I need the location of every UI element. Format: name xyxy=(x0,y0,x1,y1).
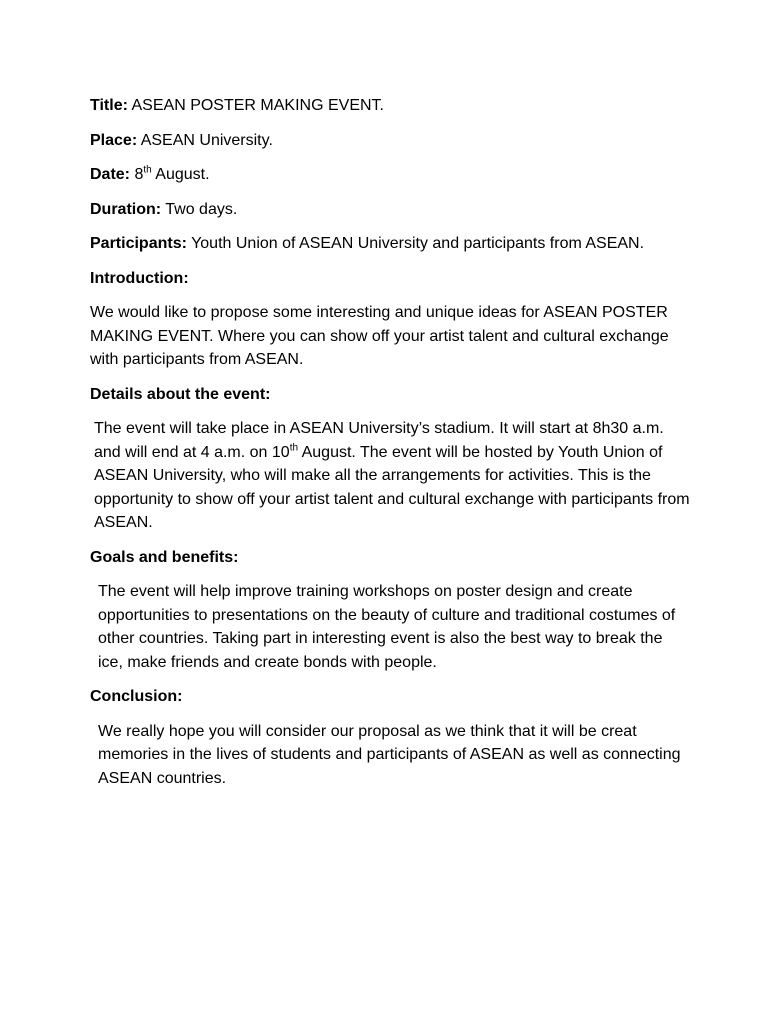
details-date-suffix: th xyxy=(289,442,299,454)
date-label: Date: xyxy=(90,166,131,183)
duration-label: Duration: xyxy=(90,200,162,218)
duration-value: Two days. xyxy=(161,200,238,218)
place-label: Place: xyxy=(90,131,138,149)
conclusion-paragraph: We really hope you will consider our proposal as we think that it will be creat memories in the lives of students and participants of ASEAN as well as connecting ASEAN countries. xyxy=(98,722,681,787)
introduction-paragraph: We would like to propose some interesting and unique ideas for ASEAN POSTER MAKING EVENT. Where you can show off your artist talent and cultural exchange with participants from ASEAN. xyxy=(90,304,669,368)
introduction-heading: Introduction: xyxy=(90,269,189,287)
date-suffix: th xyxy=(143,164,152,176)
date-month: August. xyxy=(151,166,210,183)
date-line xyxy=(90,163,690,187)
goals-heading: Goals and benefits: xyxy=(90,548,239,566)
title-label: Title: xyxy=(90,97,128,114)
document-body xyxy=(90,94,690,801)
details-heading: Details about the event: xyxy=(90,385,271,403)
participants-label: Participants: xyxy=(90,235,187,252)
details-text-part1: The event will take place in ASEAN University’s stadium. It will start at 8h30 a.m. and will end at 4 a.m. on 10 xyxy=(94,420,664,461)
date-day: 8 xyxy=(130,166,144,183)
place-line xyxy=(90,129,690,153)
participants-line xyxy=(90,232,690,256)
title-line xyxy=(90,94,690,118)
title-value: ASEAN POSTER MAKING EVENT. xyxy=(127,97,384,114)
duration-line xyxy=(90,198,690,222)
conclusion-heading: Conclusion: xyxy=(90,688,183,705)
goals-paragraph: The event will help improve training workshops on poster design and create opportunities to presentations on the beauty of culture and traditional costumes of other countries. Taking part in interesting event is also the best way to break the ice, make friends and create bonds with people. xyxy=(98,583,676,671)
participants-value: Youth Union of ASEAN University and participants from ASEAN. xyxy=(186,235,645,252)
place-value: ASEAN University. xyxy=(137,131,273,149)
details-text-part2: August. The event will be hosted by Youth Union of ASEAN University, who will make all the arrangements for activities. This is the opportunity to show off your artist talent and cultural exchange with participants from ASEAN. xyxy=(94,443,690,531)
details-paragraph xyxy=(90,417,690,535)
